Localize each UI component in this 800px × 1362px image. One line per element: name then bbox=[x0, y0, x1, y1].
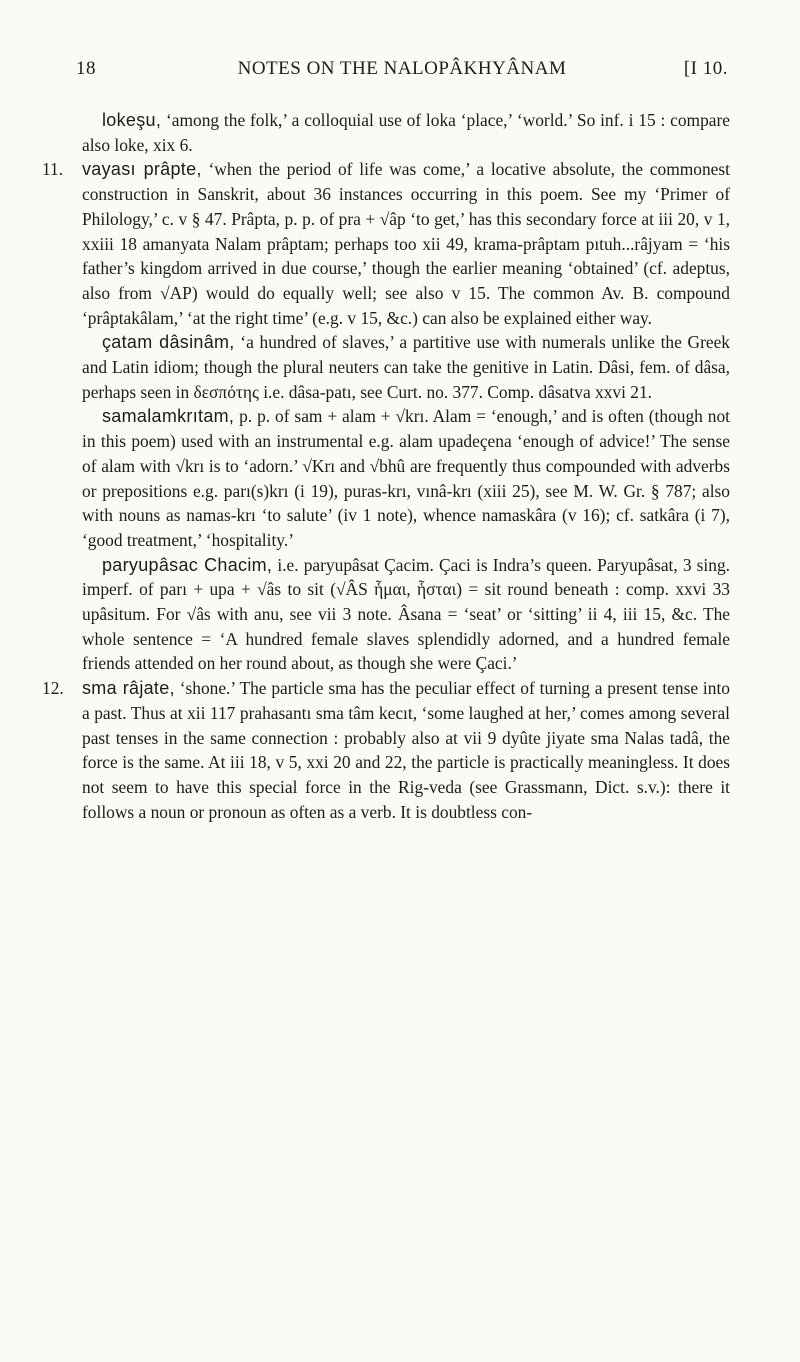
note-paragraph bbox=[82, 553, 730, 677]
page-number: 18 bbox=[76, 58, 96, 79]
note-paragraph bbox=[42, 157, 730, 330]
section-reference: [I 10. bbox=[683, 58, 728, 79]
page-header bbox=[76, 58, 728, 88]
running-title: NOTES ON THE NALOPÂKHYÂNAM bbox=[237, 58, 567, 79]
note-paragraph bbox=[82, 108, 730, 157]
note-lemma: çatam dâsinâm, bbox=[102, 332, 235, 353]
notes-body bbox=[42, 108, 730, 824]
note-number: 12. bbox=[42, 678, 64, 699]
note-text: i.e. paryupâsat Çacim. Çaci is Indra’s queen. Paryupâsat, 3 sing. imperf. of parı + upa + √âs to sit (√ÂS ἧμαι, ἧσται) = sit round beneath : comp. xxvi 33 upâsitum. For √âs with anu, see vii 3 note. Âsana = ‘seat’ or ‘sitting’ ii 4, iii 15, &c. The whole sentence = ‘A hundred female slaves splendidly adorned, and a hundred female friends attended on her round about, as though she were Çaci.’ bbox=[82, 554, 730, 674]
note-lemma: lokeşu, bbox=[102, 110, 162, 130]
note-paragraph bbox=[82, 404, 730, 552]
note-lemma: paryupâsac Chacim, bbox=[102, 554, 273, 575]
note-lemma: samalamkrıtam, bbox=[102, 406, 235, 427]
note-number: 11. bbox=[42, 159, 64, 180]
note-text: p. p. of sam + alam + √krı. Alam = ‘enough,’ and is often (though not in this poem) used with an instrumental e.g. alam upadeçena ‘enough of advice!’ The sense of alam with √krı is to ‘adorn.’ √Krı and √bhû are frequently thus compounded with adverbs or prepositions e.g. parı(s)krı (i 19), puras-krı, vınâ-krı (xiii 25), see M. W. Gr. § 787; also with nouns as namas-krı ‘to salute’ (iv 1 note), whence namaskâra (v 16); cf. satkâra (i 7), ‘good treatment,’ ‘hospitality.’ bbox=[82, 406, 730, 550]
note-paragraph bbox=[42, 676, 730, 824]
note-text: ‘a hundred of slaves,’ a partitive use with numerals unlike the Greek and Latin idiom; though the plural neuters can take the genitive in Latin. Dâsi, fem. of dâsa, perhaps seen in δεσπότης i.e. dâsa-patı, see Curt. no. 377. Comp. dâsatva xxvi 21. bbox=[82, 332, 730, 402]
note-text: ‘shone.’ The particle sma has the peculiar effect of turning a present tense into a past. Thus at xii 117 prahasantı sma tâm kecıt, ‘some laughed at her,’ comes among several past tenses in the same connection : probably also at vii 9 dyûte jiyate sma Nalas tadâ, the force is the same. At iii 18, v 5, xxi 20 and 22, the particle is practically meaningless. It does not seem to have this special force in the Rig-veda (see Grassmann, Dict. s.v.): there it follows a noun or pronoun as often as a verb. It is doubtless con- bbox=[82, 678, 730, 822]
note-text: ‘when the period of life was come,’ a locative absolute, the commonest construction in Sanskrit, about 36 instances occurring in this poem. See my ‘Primer of Philology,’ c. v § 47. Prâpta, p. p. of pra + √âp ‘to get,’ has this secondary force at iii 20, v 1, xxiii 18 amanyata Nalam prâptam; perhaps too xii 49, krama-prâptam pıtuh...râjyam = ‘his father’s kingdom arrived in due course,’ though the earlier meaning ‘obtained’ (cf. adeptus, also from √AP) would do equally well; see also v 15. The common Av. B. compound ‘prâptakâlam,’ ‘at the right time’ (e.g. v 15, &c.) can also be explained either way. bbox=[82, 159, 730, 328]
note-lemma: vayası prâpte, bbox=[82, 159, 202, 180]
note-lemma: sma râjate, bbox=[82, 678, 175, 699]
note-paragraph bbox=[82, 330, 730, 404]
note-text: ‘among the folk,’ a colloquial use of loka ‘place,’ ‘world.’ So inf. i 15 : compare also loke, xix 6. bbox=[82, 110, 730, 155]
